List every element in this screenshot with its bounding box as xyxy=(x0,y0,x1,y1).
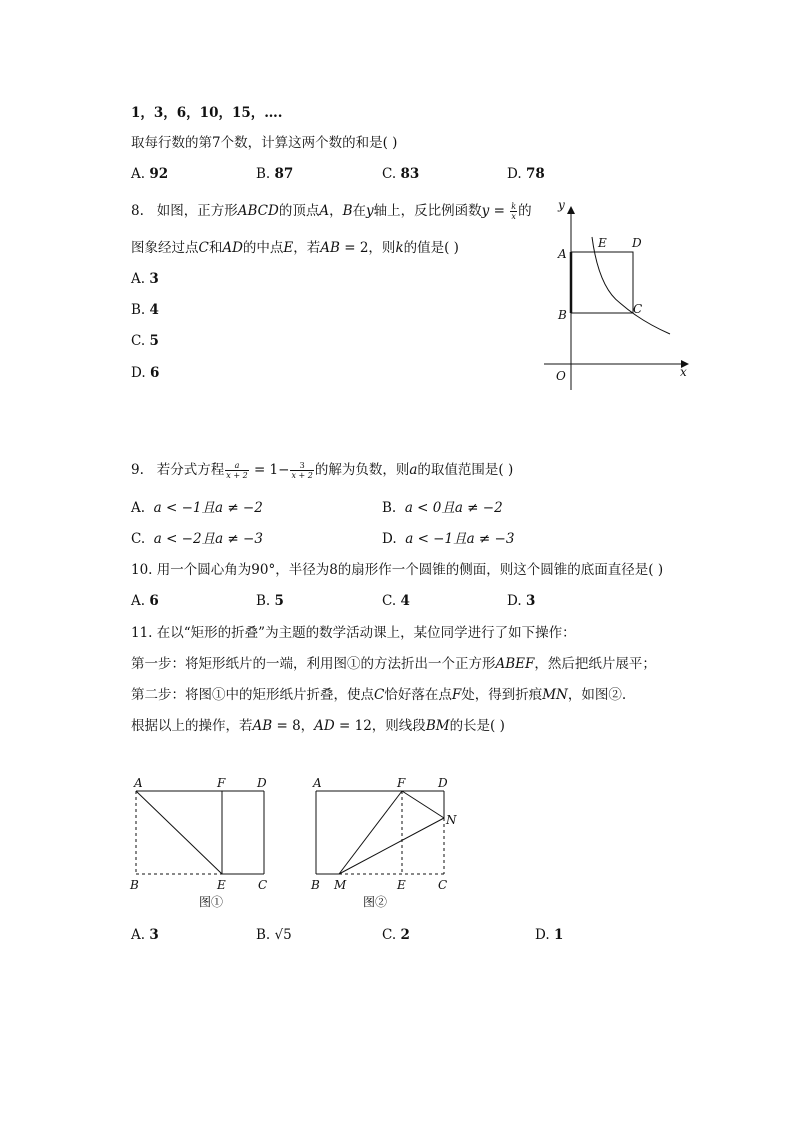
text: 在 xyxy=(352,203,367,219)
option-text: 3 xyxy=(525,593,536,609)
option-text: 4 xyxy=(400,593,410,609)
q9-option-a[interactable] xyxy=(131,499,263,517)
q8-option-b[interactable] xyxy=(131,301,159,319)
label-a: A xyxy=(134,776,143,790)
label-y: y xyxy=(558,198,565,212)
option-text: √5 xyxy=(274,927,292,943)
q11-line1: 11. 在以“矩形的折叠”为主题的数学活动课上，某位同学进行了如下操作： xyxy=(131,625,576,641)
q10-option-a[interactable] xyxy=(131,592,159,610)
q10-option-d[interactable] xyxy=(507,592,535,610)
fold-ae xyxy=(136,791,222,874)
q10-option-b[interactable] xyxy=(256,592,284,610)
label-o: O xyxy=(556,369,566,383)
label-m: M xyxy=(334,878,347,892)
text: 的顶点 xyxy=(278,203,320,219)
math: MN xyxy=(542,687,568,703)
label-d: D xyxy=(257,776,267,790)
option-label: D. xyxy=(507,166,522,182)
q10-option-c[interactable] xyxy=(382,592,410,610)
question-number: 9. xyxy=(131,462,144,478)
denominator: x + 2 xyxy=(291,471,313,480)
option-text: a < −1且a ≠ −3 xyxy=(405,531,515,547)
caption-fig2: 图② xyxy=(363,895,388,909)
option-text: 5 xyxy=(149,333,159,349)
segment-fn xyxy=(402,791,444,818)
option-label: C. xyxy=(382,593,397,609)
option-text: 87 xyxy=(274,166,294,182)
option-label: D. xyxy=(382,531,397,547)
math: AB xyxy=(320,240,340,256)
option-text: 3 xyxy=(149,927,159,943)
q11-option-c[interactable] xyxy=(382,926,410,944)
numerator: k xyxy=(511,202,517,211)
option-label: D. xyxy=(535,927,550,943)
q9-option-d[interactable] xyxy=(382,530,514,548)
option-label: B. xyxy=(131,302,146,318)
option-text: 1 xyxy=(553,927,564,943)
math: k xyxy=(395,240,404,256)
text: 的取值范围是( ) xyxy=(417,462,514,478)
math: = xyxy=(489,203,510,219)
q10-stem: 10. 用一个圆心角为90°，半径为8的扇形作一个圆锥的侧面，则这个圆锥的底面直径是( ) xyxy=(131,562,664,578)
q11-line3 xyxy=(131,686,626,704)
label-b: B xyxy=(130,878,139,892)
q7-option-a[interactable] xyxy=(131,165,168,183)
question-number: 8. xyxy=(131,203,144,219)
math: ABEF xyxy=(495,656,535,672)
option-text: 3 xyxy=(149,271,159,287)
label-a: A xyxy=(558,247,567,261)
option-label: D. xyxy=(507,593,522,609)
option-text: a < −2且a ≠ −3 xyxy=(153,531,263,547)
math: a xyxy=(409,462,418,478)
option-label: A. xyxy=(131,593,146,609)
option-text: 6 xyxy=(149,365,160,381)
math: y xyxy=(366,203,374,219)
option-label: B. xyxy=(256,927,271,943)
option-text: 5 xyxy=(274,593,284,609)
square-abcd xyxy=(571,252,633,313)
text: 的解为负数，则 xyxy=(314,462,410,478)
label-f: F xyxy=(397,776,406,790)
q11-option-b[interactable] xyxy=(256,926,292,944)
option-label: C. xyxy=(382,166,397,182)
text: 第二步：将图①中的矩形纸片折叠，使点 xyxy=(131,687,374,703)
option-label: A. xyxy=(131,271,146,287)
label-n: N xyxy=(446,813,457,827)
option-label: D. xyxy=(131,365,146,381)
text: ，然后把纸片展平； xyxy=(534,656,656,672)
q11-figure-2 xyxy=(305,772,475,912)
q9-option-b[interactable] xyxy=(382,499,503,517)
q11-line4 xyxy=(131,717,505,735)
option-label: B. xyxy=(256,593,271,609)
math: AD xyxy=(222,240,243,256)
label-c: C xyxy=(438,878,448,892)
label-x: x xyxy=(680,365,687,379)
q8-line1 xyxy=(131,202,532,221)
fraction-a-over-x-plus-2 xyxy=(225,461,248,480)
label-b: B xyxy=(558,308,567,322)
denominator: x xyxy=(511,212,516,221)
label-c: C xyxy=(258,878,268,892)
option-text: 4 xyxy=(149,302,159,318)
math: AB xyxy=(252,718,273,734)
math: ABCD xyxy=(237,203,279,219)
q8-line2 xyxy=(131,239,459,257)
text: 和 xyxy=(208,240,223,256)
option-label: C. xyxy=(131,531,146,547)
option-label: B. xyxy=(382,500,397,516)
option-text: 6 xyxy=(149,593,159,609)
math: = 1− xyxy=(249,462,290,478)
text: ， xyxy=(329,203,343,219)
label-f: F xyxy=(217,776,226,790)
q8-option-d[interactable] xyxy=(131,364,159,382)
math: C xyxy=(198,240,209,256)
q8-option-a[interactable] xyxy=(131,270,159,288)
q8-figure xyxy=(540,195,700,395)
label-d: D xyxy=(632,236,642,250)
text: ，如图②. xyxy=(567,687,627,703)
text: 的 xyxy=(518,203,532,219)
denominator: x + 2 xyxy=(226,471,248,480)
q8-option-c[interactable] xyxy=(131,332,159,350)
q7-option-b[interactable] xyxy=(256,165,293,183)
q7-stem: 取每行数的第7个数，计算这两个数的和是( ) xyxy=(131,135,398,151)
math: B xyxy=(342,203,353,219)
q11-option-d[interactable] xyxy=(535,926,563,944)
text: 若分式方程 xyxy=(156,462,225,478)
text: 轴上，反比例函数 xyxy=(373,203,482,219)
label-c: C xyxy=(633,302,643,316)
q11-option-a[interactable] xyxy=(131,926,159,944)
option-text: 92 xyxy=(149,166,169,182)
option-text: a < 0且a ≠ −2 xyxy=(404,500,503,516)
numerator: 3 xyxy=(290,461,313,471)
caption-fig1: 图① xyxy=(199,895,224,909)
label-e: E xyxy=(598,236,607,250)
text: = 12，则线段 xyxy=(334,718,426,734)
text: = 8， xyxy=(272,718,315,734)
fraction-3-over-x-plus-2 xyxy=(290,461,313,480)
math: A xyxy=(319,203,330,219)
fold-mn xyxy=(339,818,444,874)
numerator: a xyxy=(225,461,248,471)
math: y xyxy=(481,203,490,219)
text: 处，得到折痕 xyxy=(461,687,543,703)
option-label: A. xyxy=(131,927,146,943)
label-e: E xyxy=(397,878,406,892)
option-text: 83 xyxy=(400,166,420,182)
option-label: A. xyxy=(131,500,146,516)
q11-figure-1 xyxy=(125,772,285,912)
text: 根据以上的操作，若 xyxy=(131,718,253,734)
q7-sequence: 1，3，6，10，15，…. xyxy=(131,105,283,121)
text: 的长是( ) xyxy=(449,718,505,734)
option-label: A. xyxy=(131,166,146,182)
text: 的中点 xyxy=(242,240,284,256)
option-text: 2 xyxy=(400,927,410,943)
text: 恰好落在点 xyxy=(384,687,452,703)
option-text: a < −1且a ≠ −2 xyxy=(153,500,263,516)
text: 第一步：将矩形纸片的一端，利用图①的方法折出一个正方形 xyxy=(131,656,496,672)
text: 的值是( ) xyxy=(403,240,459,256)
q9-option-c[interactable] xyxy=(131,530,263,548)
fraction-k-over-x xyxy=(510,202,517,221)
math: BM xyxy=(425,718,450,734)
q7-option-d[interactable] xyxy=(507,165,545,183)
text: 图象经过点 xyxy=(131,240,199,256)
option-label: C. xyxy=(382,927,397,943)
text: = 2，则 xyxy=(339,240,396,256)
label-a: A xyxy=(313,776,322,790)
option-text: 78 xyxy=(525,166,545,182)
q11-line2 xyxy=(131,655,656,673)
text: 如图，正方形 xyxy=(156,203,238,219)
q9-stem xyxy=(131,461,513,480)
option-label: C. xyxy=(131,333,146,349)
text: ，若 xyxy=(293,240,321,256)
option-label: B. xyxy=(256,166,271,182)
segment-mf xyxy=(339,791,402,874)
math: AD xyxy=(314,718,335,734)
q7-option-c[interactable] xyxy=(382,165,419,183)
label-e: E xyxy=(217,878,226,892)
math: C xyxy=(374,687,385,703)
label-d: D xyxy=(438,776,448,790)
math: E xyxy=(283,240,294,256)
label-b: B xyxy=(311,878,320,892)
math: F xyxy=(451,687,462,703)
